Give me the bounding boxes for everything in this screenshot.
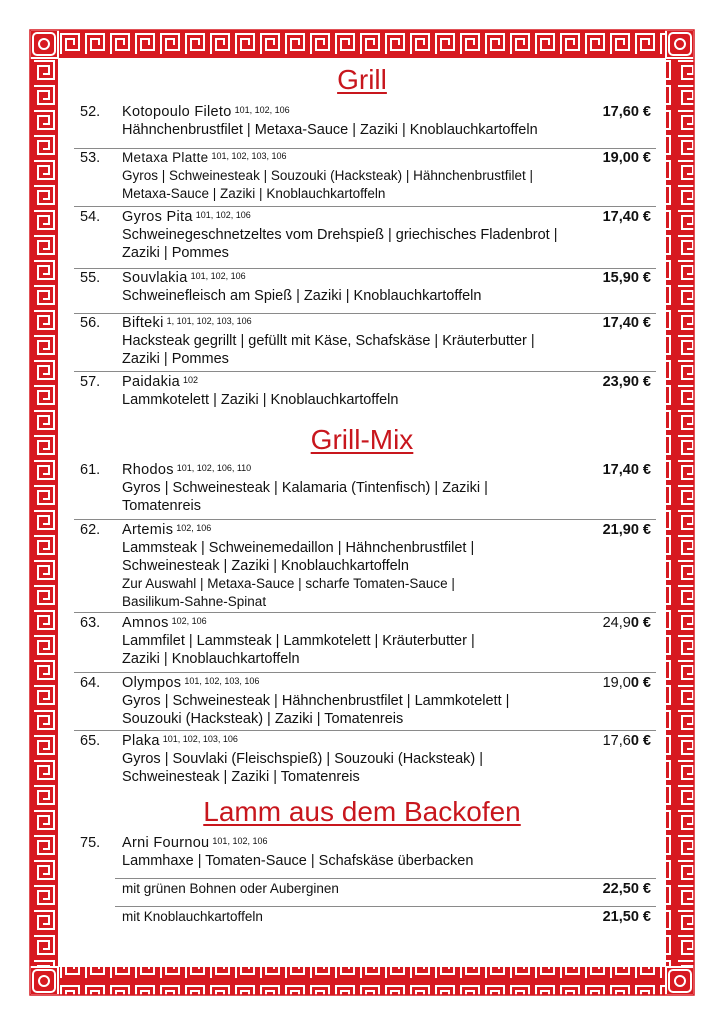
- allergen-codes: 101, 102, 106: [195, 210, 251, 220]
- price-part: 17,6: [602, 733, 631, 749]
- item-name: Artemis: [122, 522, 174, 538]
- item-body: [122, 834, 592, 870]
- option-label: mit Knoblauchkartoffeln: [122, 909, 263, 924]
- allergen-codes: 102, 106: [171, 616, 207, 626]
- item-number: 65.: [80, 733, 101, 749]
- item-description: Hacksteak gegrillt | gefüllt mit Käse, Schafskäse | Kräuterbutter |: [122, 333, 535, 349]
- item-description: Lammsteak | Schweinemedaillon | Hähnchenbrustfilet |: [122, 540, 475, 556]
- option-price: 22,50 €: [602, 881, 651, 897]
- item-number: 54.: [80, 209, 101, 225]
- allergen-codes: 101, 102, 106: [234, 105, 290, 115]
- item-description: Zaziki | Pommes: [122, 351, 229, 367]
- item-description: Schweinesteak | Zaziki | Knoblauchkartoffeln: [122, 558, 409, 574]
- item-number: 62.: [80, 522, 101, 538]
- separator-line: [74, 206, 656, 207]
- item-price: 19,00 €: [602, 150, 651, 166]
- item-number: 64.: [80, 675, 101, 691]
- allergen-codes: 102: [183, 375, 199, 385]
- item-name: Amnos: [122, 615, 169, 631]
- item-price: 21,90 €: [602, 522, 651, 538]
- item-number: 56.: [80, 315, 101, 331]
- item-description: Zaziki | Pommes: [122, 245, 229, 261]
- item-price: 17,40 €: [602, 315, 651, 331]
- item-description: Zaziki | Knoblauchkartoffeln: [122, 651, 300, 667]
- item-description: Schweinefleisch am Spieß | Zaziki | Knoblauchkartoffeln: [122, 288, 482, 304]
- item-price: 17,40 €: [602, 209, 651, 225]
- item-number: 53.: [80, 150, 101, 166]
- item-description: Schweinesteak | Zaziki | Tomatenreis: [122, 769, 360, 785]
- separator-line: [74, 672, 656, 673]
- item-name: Kotopoulo Fileto: [122, 104, 232, 120]
- item-price: 15,90 €: [602, 270, 651, 286]
- item-name: Rhodos: [122, 462, 174, 478]
- item-body: [122, 103, 592, 139]
- separator-line: [74, 371, 656, 372]
- item-description: Lammkotelett | Zaziki | Knoblauchkartoffeln: [122, 392, 399, 408]
- item-body: [122, 521, 592, 611]
- separator-line: [115, 906, 656, 907]
- item-price: 17,60 €: [602, 104, 651, 120]
- item-options-note: Basilikum-Sahne-Spinat: [122, 594, 267, 609]
- item-description: Gyros | Schweinesteak | Hähnchenbrustfilet | Lammkotelett |: [122, 693, 510, 709]
- item-description: Souzouki (Hacksteak) | Zaziki | Tomatenreis: [122, 711, 404, 727]
- item-description: Gyros | Schweinesteak | Kalamaria (Tintenfisch) | Zaziki |: [122, 480, 488, 496]
- item-number: 75.: [80, 835, 101, 851]
- item-description: Lammfilet | Lammsteak | Lammkotelett | Kräuterbutter |: [122, 633, 475, 649]
- price-part: 0 €: [630, 675, 651, 691]
- item-options-note: Zur Auswahl | Metaxa-Sauce | scharfe Tomaten-Sauce |: [122, 576, 455, 591]
- allergen-codes: 102, 106: [176, 523, 212, 533]
- separator-line: [74, 612, 656, 613]
- item-name: Metaxa Platte: [122, 150, 209, 165]
- item-body: [122, 614, 592, 668]
- allergen-codes: 101, 102, 103, 106: [211, 151, 287, 161]
- section-heading: Grill: [337, 64, 387, 95]
- item-number: 52.: [80, 104, 101, 120]
- item-body: [122, 732, 592, 786]
- allergen-codes: 101, 102, 103, 106: [162, 734, 238, 744]
- item-body: [122, 314, 592, 368]
- item-price: 17,40 €: [602, 462, 651, 478]
- item-body: [122, 461, 592, 515]
- separator-line: [115, 878, 656, 879]
- item-body: [122, 208, 592, 262]
- item-description: Schweinegeschnetzeltes vom Drehspieß | griechisches Fladenbrot |: [122, 227, 558, 243]
- item-body: [122, 149, 592, 203]
- item-body: [122, 674, 592, 728]
- option-price: 21,50 €: [602, 909, 651, 925]
- item-description: Metaxa-Sauce | Zaziki | Knoblauchkartoffeln: [122, 186, 386, 201]
- item-body: [122, 269, 592, 305]
- option-label: mit grünen Bohnen oder Auberginen: [122, 881, 339, 896]
- item-name: Olympos: [122, 675, 182, 691]
- item-name: Bifteki: [122, 315, 164, 331]
- item-name: Gyros Pita: [122, 209, 193, 225]
- item-name: Arni Fournou: [122, 835, 210, 851]
- item-description: Hähnchenbrustfilet | Metaxa-Sauce | Zaziki | Knoblauchkartoffeln: [122, 122, 538, 138]
- item-description: Tomatenreis: [122, 498, 201, 514]
- section-heading: Grill-Mix: [310, 424, 414, 455]
- allergen-codes: 101, 102, 103, 106: [184, 676, 260, 686]
- allergen-codes: 101, 102, 106: [212, 836, 268, 846]
- item-number: 61.: [80, 462, 101, 478]
- price-part: 24,9: [602, 615, 631, 631]
- item-description: Gyros | Schweinesteak | Souzouki (Hacksteak) | Hähnchenbrustfilet |: [122, 168, 533, 183]
- item-body: [122, 373, 592, 409]
- price-part: 0 €: [630, 615, 651, 631]
- separator-line: [74, 730, 656, 731]
- item-price: [603, 674, 651, 692]
- allergen-codes: 101, 102, 106: [190, 271, 246, 281]
- item-description: Gyros | Souvlaki (Fleischspieß) | Souzouki (Hacksteak) |: [122, 751, 484, 767]
- item-price: [603, 614, 651, 632]
- item-name: Paidakia: [122, 374, 181, 390]
- allergen-codes: 1, 101, 102, 103, 106: [166, 316, 252, 326]
- item-number: 57.: [80, 374, 101, 390]
- price-part: 19,0: [602, 675, 631, 691]
- section-heading: Lamm aus dem Backofen: [203, 796, 521, 827]
- item-name: Plaka: [122, 733, 160, 749]
- price-part: 0 €: [630, 733, 651, 749]
- allergen-codes: 101, 102, 106, 110: [176, 463, 252, 473]
- item-price: [603, 732, 651, 750]
- separator-line: [74, 519, 656, 520]
- item-name: Souvlakia: [122, 270, 188, 286]
- item-number: 55.: [80, 270, 101, 286]
- item-number: 63.: [80, 615, 101, 631]
- item-price: 23,90 €: [602, 374, 651, 390]
- item-description: Lammhaxe | Tomaten-Sauce | Schafskäse überbacken: [122, 853, 474, 869]
